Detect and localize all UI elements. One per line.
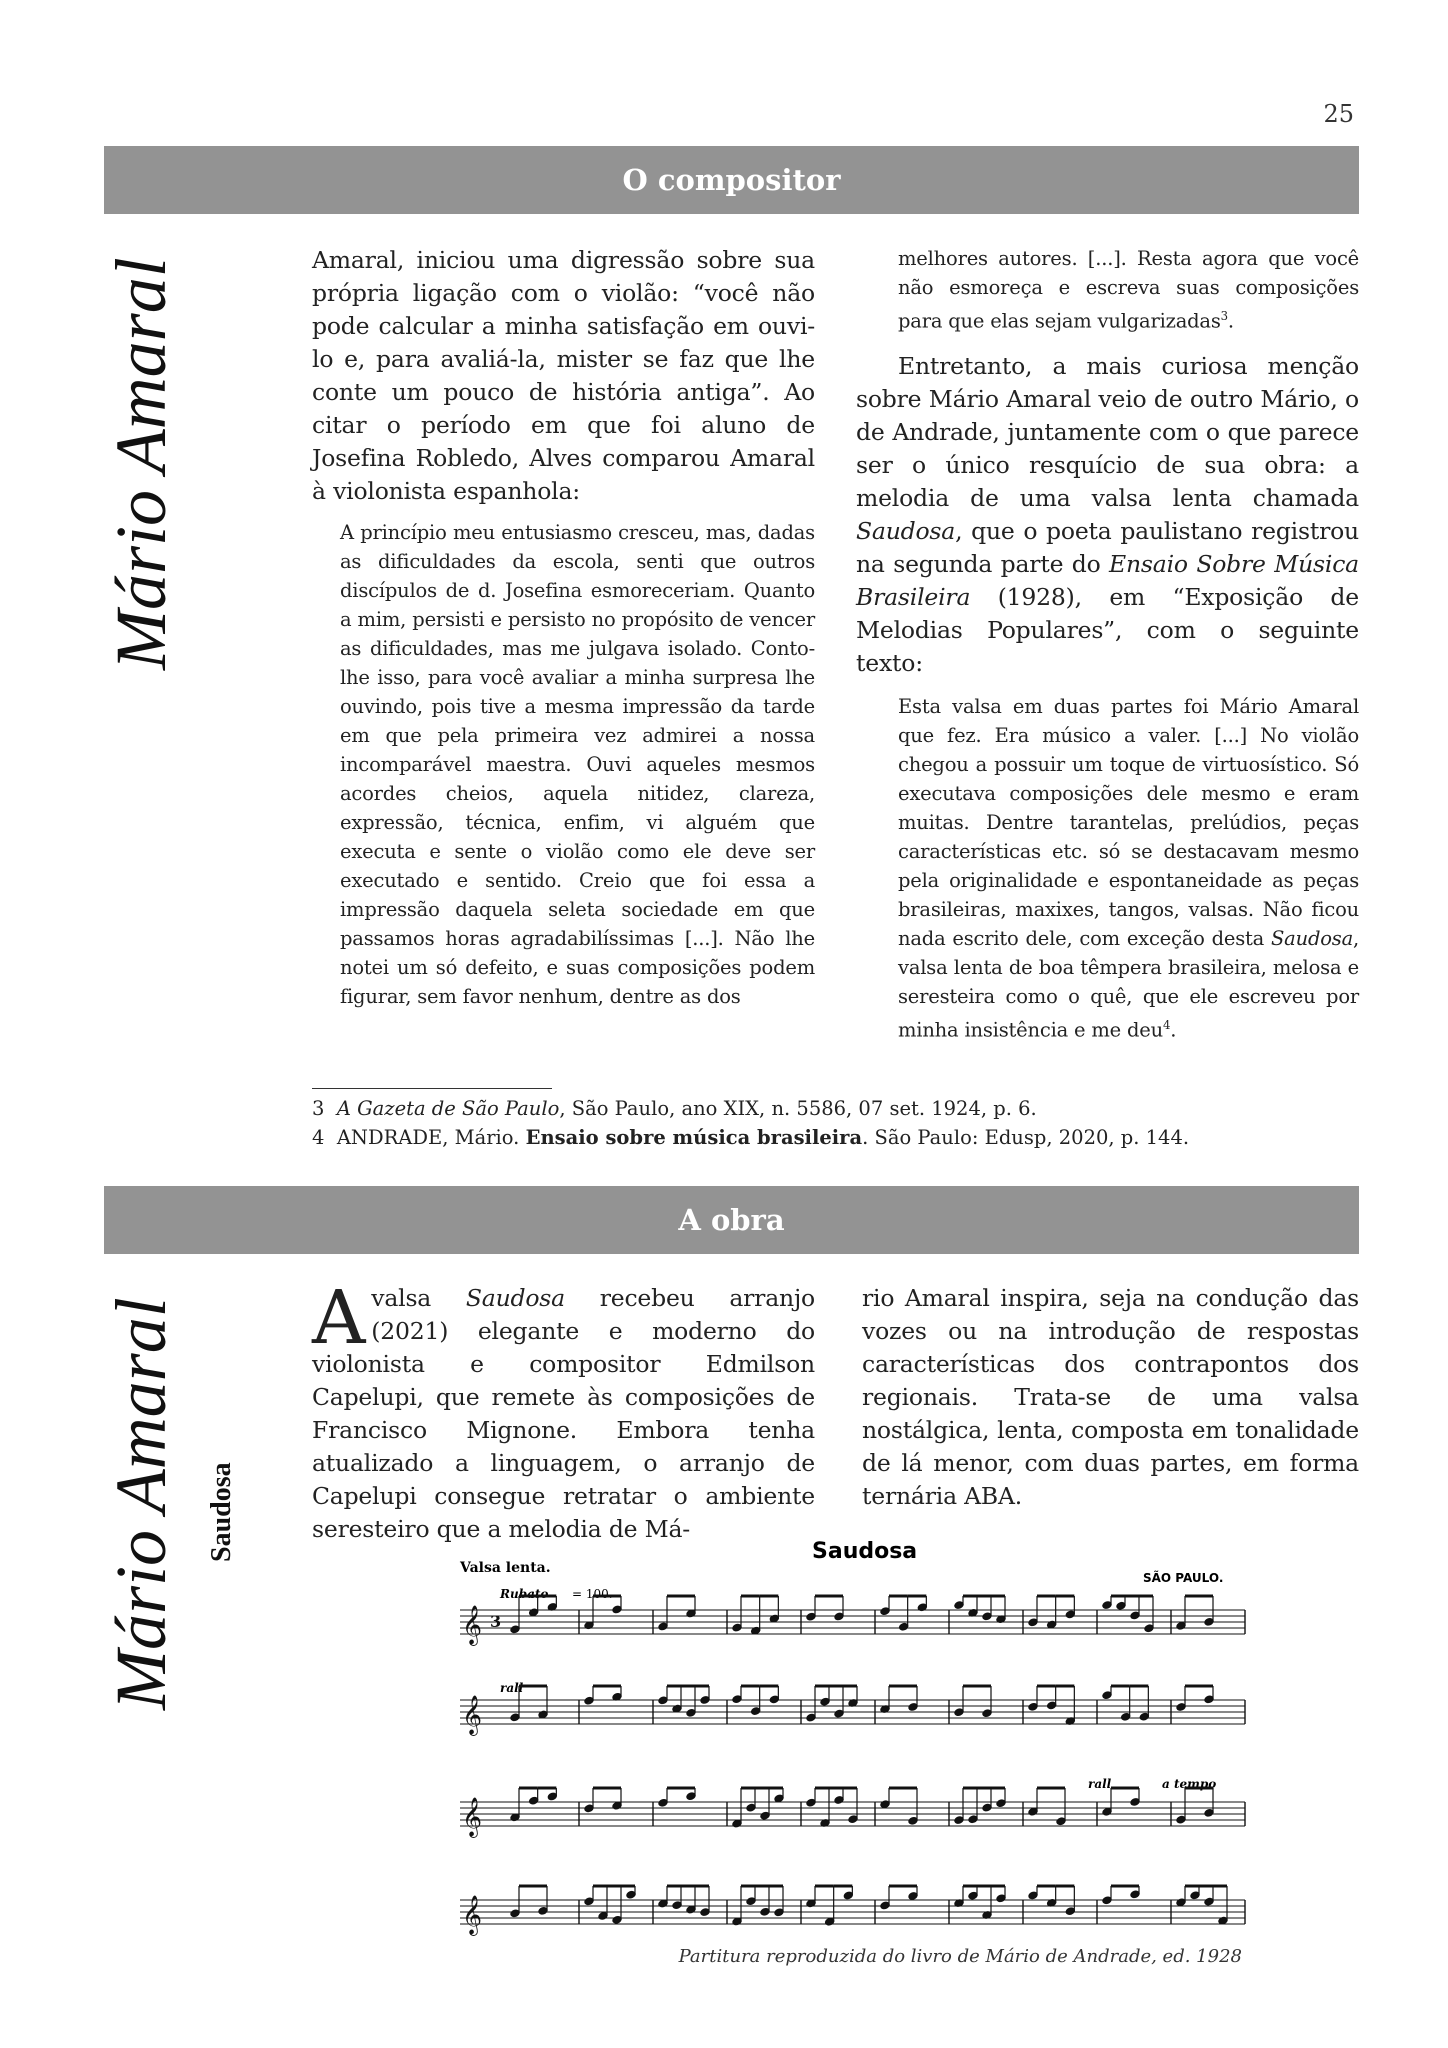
score-caption-text: Partitura reproduzida do livro de Mário de Andrade, ed. 1928: [678, 1946, 1242, 1967]
page-number: 25: [1323, 100, 1354, 128]
section-band-obra: A obra: [104, 1186, 1359, 1254]
section2-left-paragraph: A valsa Saudosa recebeu arranjo (2021) elegante e moderno do violonista e compositor Edmilson Capelupi, que remete às composições de Francisco Mignone. Embora tenha atualizado a linguagem, o arranjo de Capelupi consegue retratar o ambiente seresteiro que a melodia de Má-: [312, 1275, 815, 1543]
treble-clef-icon: 𝄞: [462, 1695, 483, 1735]
side-title-obra: Mário Amaral: [101, 1297, 181, 1710]
musical-score: [450, 1540, 1250, 1940]
score-place: SÃO PAULO.: [1143, 1571, 1224, 1585]
italic-ensaio: Ensaio Sobre Música Brasileira: [856, 549, 1359, 611]
footnote-ref-4: 4: [1162, 1017, 1171, 1032]
footnote-3: 3 A Gazeta de São Paulo, São Paulo, ano XIX, n. 5586, 07 set. 1924, p. 6.: [312, 1097, 1037, 1120]
section1-right-paragraph: Entretanto, a mais curiosa menção sobre Mário Amaral veio de outro Mário, o de Andrade, juntamente com o que parece ser o único resquício de sua obra: a melodia de uma valsa lenta chamada Saudosa, que o poeta paulistano registrou na segunda parte do Ensaio Sobre Música Brasileira (1928), em “Exposição de Melodias Populares”, com o seguinte texto:: [856, 351, 1359, 677]
italic-saudosa: Saudosa: [856, 516, 956, 545]
treble-clef-icon: 𝄞: [462, 1797, 483, 1837]
section1-left-column: [312, 244, 815, 1011]
section1-right-quote2-text: Esta valsa em duas partes foi Mário Amaral que fez. Era músico a valer. [...] No violão chegou a possuir um toque de virtuosístico. Só executava composições dele mesmo e eram muitas. Dentre tarantelas, prelúdios, peças características etc. só se destacavam mesmo pela originalidade e espontaneidade as peças brasileiras, maxixes, tangos, valsas. Não ficou nada escrito dele, com exceção desta Saudosa, valsa lenta de boa têmpera brasileira, melosa e seresteira como o quê, que ele escreveu por minha insistência e me deu$^4$.: [898, 694, 1359, 1041]
time-signature: 3: [490, 1612, 502, 1631]
section1-left-quote-text: A princípio meu entusiasmo cresceu, mas, dadas as dificuldades da escola, senti que outros discípulos de d. Josefina esmoreceriam. Quanto a mim, persisti e persisto no propósito de vencer as dificuldades, mas me julgava isolado. Conto-lhe isso, para você avaliar a minha surpresa lhe ouvindo, pois tive a mesma impressão da tarde em que pela primeira vez admirei a nossa incomparável maestra. Ouvi aqueles mesmos acordes cheios, aquela nitidez, clareza, expressão, técnica, enfim, vi alguém que executa e sente o violão como ele deve ser executado e sentido. Creio que foi essa a impressão daquela seleta sociedade em que passamos horas agradabilíssimas [...]. Não lhe notei um só defeito, e suas composições podem figurar, sem favor nenhum, dentre as dos: [340, 521, 815, 1008]
section1-right-blockquote-2: [898, 692, 1359, 1045]
section1-right-column: [856, 244, 1359, 1044]
section2-left-column: [312, 1275, 815, 1546]
score-rubato: Rubato: [500, 1587, 549, 1601]
staff-system-1: [460, 1596, 1245, 1936]
side-subtitle-saudosa: Saudosa: [206, 1462, 237, 1562]
section1-right-quote-start: melhores autores. [...]. Resta agora que você não esmoreça e escreva suas composições para que elas sejam vulgarizadas$^3$.: [898, 247, 1359, 333]
score-a-tempo: a tempo: [1162, 1777, 1217, 1791]
footnote-4: 4 ANDRADE, Mário. Ensaio sobre música brasileira. São Paulo: Edusp, 2020, p. 144.: [312, 1126, 1190, 1149]
side-title-compositor: Mário Amaral: [101, 257, 181, 670]
footnotes: [312, 1094, 1189, 1152]
section2-right-column: [862, 1282, 1359, 1513]
section1-left-blockquote: [340, 518, 815, 1011]
score-tempo: Valsa lenta.: [460, 1560, 551, 1576]
score-metronome: = 100.: [572, 1587, 613, 1601]
footnote-ref-3: 3: [1220, 309, 1228, 323]
section1-right-blockquote-start: [898, 244, 1359, 336]
section1-left-paragraph: Amaral, iniciou uma digressão sobre sua própria ligação com o violão: “você não pode calcular a minha satisfação em ouvi-lo e, para avaliá-la, mister se faz que lhe conte um pouco de história antiga”. Ao citar o período em que foi aluno de Josefina Robledo, Alves comparou Amaral à violonista espanhola:: [312, 246, 815, 505]
footnote-rule: [312, 1088, 552, 1089]
section-band-compositor: O compositor: [104, 146, 1359, 214]
score-rall-2: rall: [1088, 1777, 1112, 1791]
dropcap: A: [312, 1275, 366, 1361]
score-rall-1: rall: [500, 1681, 524, 1695]
score-title: Saudosa: [812, 1540, 918, 1564]
treble-clef-icon: 𝄞: [462, 1605, 483, 1645]
section2-right-paragraph: rio Amaral inspira, seja na condução das vozes ou na introdução de respostas características dos contrapontos dos regionais. Trata-se de uma valsa nostálgica, lenta, composta em tonalidade de lá menor, com duas partes, em forma ternária ABA.: [862, 1284, 1359, 1510]
treble-clef-icon: 𝄞: [462, 1895, 483, 1935]
